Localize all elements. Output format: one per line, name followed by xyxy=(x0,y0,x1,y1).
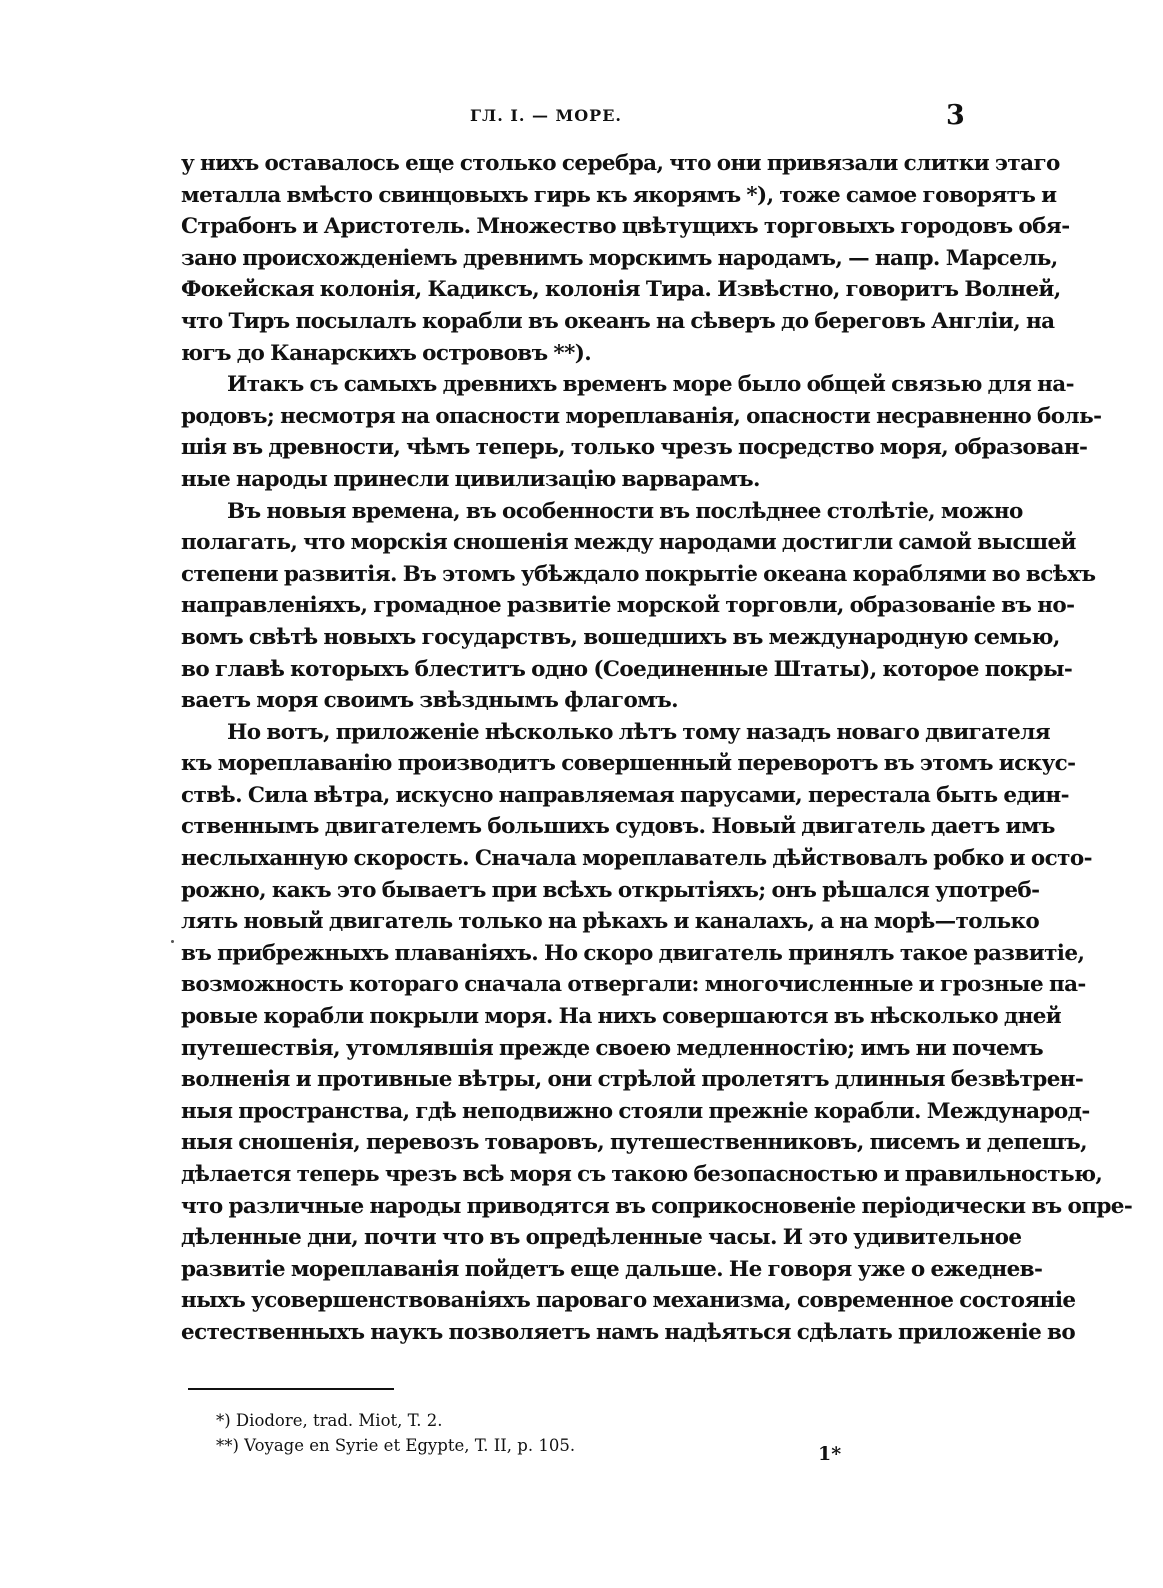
text-line: ныя сношенія, перевозъ товаровъ, путешественниковъ, писемъ и депешъ, xyxy=(181,1130,1088,1156)
text-line: ственнымъ двигателемъ большихъ судовъ. Новый двигатель даетъ имъ xyxy=(181,814,1055,840)
paragraph xyxy=(181,496,1096,717)
text-line: развитіе мореплаванія пойдетъ еще дальше. Не говоря уже о ежеднев- xyxy=(181,1256,1043,1282)
text-line: ныхъ усовершенствованіяхъ пароваго механизма, современное состояніе xyxy=(181,1288,1076,1314)
running-title: ГЛ. I. — МОРЕ. xyxy=(470,106,622,125)
text-line: путешествія, утомлявшія прежде своею медленностію; имъ ни почемъ xyxy=(181,1035,1044,1061)
text-line: родовъ; несмотря на опасности мореплаванія, опасности несравненно боль- xyxy=(181,403,1102,429)
body-text xyxy=(181,148,1133,1349)
signature-mark: 1* xyxy=(818,1443,842,1465)
text-line: рожно, какъ это бываетъ при всѣхъ открытіяхъ; онъ рѣшался употреб- xyxy=(181,877,1040,903)
text-line: что Тиръ посылалъ корабли въ океанъ на сѣверъ до береговъ Англіи, на xyxy=(181,308,1055,334)
text-line: волненія и противные вѣтры, они стрѣлой пролетятъ длинныя безвѣтрен- xyxy=(181,1067,1084,1093)
text-line: естественныхъ наукъ позволяетъ намъ надѣяться сдѣлать приложеніе во xyxy=(181,1319,1076,1345)
paragraph xyxy=(181,717,1133,1349)
text-line: ваетъ моря своимъ звѣзднымъ флагомъ. xyxy=(181,688,679,714)
text-line: дѣленные дни, почти что въ опредѣленные часы. И это удивительное xyxy=(181,1225,1022,1251)
text-line: неслыханную скорость. Сначала мореплаватель дѣйствовалъ робко и осто- xyxy=(181,846,1092,872)
text-line: возможность котораго сначала отвергали: многочисленные и грозные па- xyxy=(181,972,1086,998)
text-line: ровые корабли покрыли моря. На нихъ совершаются въ нѣсколько дней xyxy=(181,1004,1062,1030)
text-line: югъ до Канарскихъ острововъ **). xyxy=(181,340,592,366)
text-line: зано происхожденіемъ древнимъ морскимъ народамъ, — напр. Марсель, xyxy=(181,245,1058,271)
text-line: лять новый двигатель только на рѣкахъ и каналахъ, а на морѣ—только xyxy=(181,909,1040,935)
text-line: ныя пространства, гдѣ неподвижно стояли прежніе корабли. Международ- xyxy=(181,1098,1090,1124)
text-line: шія въ древности, чѣмъ теперь, только чрезъ посредство моря, образован- xyxy=(181,435,1088,461)
text-line: степени развитія. Въ этомъ убѣждало покрытіе океана кораблями во всѣхъ xyxy=(181,561,1096,587)
text-line: Страбонъ и Аристотель. Множество цвѣтущихъ торговыхъ городовъ обя- xyxy=(181,214,1070,240)
text-line: вомъ свѣтѣ новыхъ государствъ, вошедшихъ въ международную семью, xyxy=(181,624,1060,650)
running-head xyxy=(0,100,1163,136)
paragraph xyxy=(181,369,1102,495)
text-line: ствѣ. Сила вѣтра, искусно направляемая парусами, перестала быть един- xyxy=(181,782,1070,808)
footnote-rule xyxy=(188,1388,394,1390)
text-line: Въ новыя времена, въ особенности въ послѣднее столѣтіе, можно xyxy=(227,498,1023,524)
text-line: Но вотъ, приложеніе нѣсколько лѣтъ тому назадъ новаго двигателя xyxy=(227,719,1051,745)
text-line: Итакъ съ самыхъ древнихъ временъ море было общей связью для на- xyxy=(227,372,1074,398)
footnotes xyxy=(216,1408,575,1458)
text-line: къ мореплаванію производитъ совершенный переворотъ въ этомъ искус- xyxy=(181,751,1076,777)
footnote: *) Diodore, trad. Miot, T. 2. xyxy=(216,1411,443,1430)
text-line: металла вмѣсто свинцовыхъ гирь къ якорямъ *), тоже самое говорятъ и xyxy=(181,182,1057,208)
text-line: дѣлается теперь чрезъ всѣ моря съ такою безопасностью и правильностью, xyxy=(181,1162,1103,1187)
text-line: у нихъ оставалось еще столько серебра, что они привязали слитки этаго xyxy=(181,151,1060,176)
page-number: 3 xyxy=(946,100,965,131)
text-line: во главѣ которыхъ блеститъ одно (Соединенные Штаты), которое покры- xyxy=(181,656,1073,682)
print-speck xyxy=(171,940,174,943)
text-line: что различные народы приводятся въ соприкосновеніе періодически въ опре- xyxy=(181,1193,1133,1219)
text-line: полагать, что морскія сношенія между народами достигли самой высшей xyxy=(181,530,1076,556)
text-line: въ прибрежныхъ плаваніяхъ. Но скоро двигатель принялъ такое развитіе, xyxy=(181,940,1085,966)
footnote: **) Voyage en Syrie et Egypte, T. II, p. 105. xyxy=(216,1436,576,1455)
paragraph xyxy=(181,148,1070,369)
text-line: Фокейская колонія, Кадиксъ, колонія Тира. Извѣстно, говоритъ Волней, xyxy=(181,277,1061,303)
text-line: направленіяхъ, громадное развитіе морской торговли, образованіе въ но- xyxy=(181,593,1075,619)
text-line: ные народы принесли цивилизацію варварамъ. xyxy=(181,466,760,492)
